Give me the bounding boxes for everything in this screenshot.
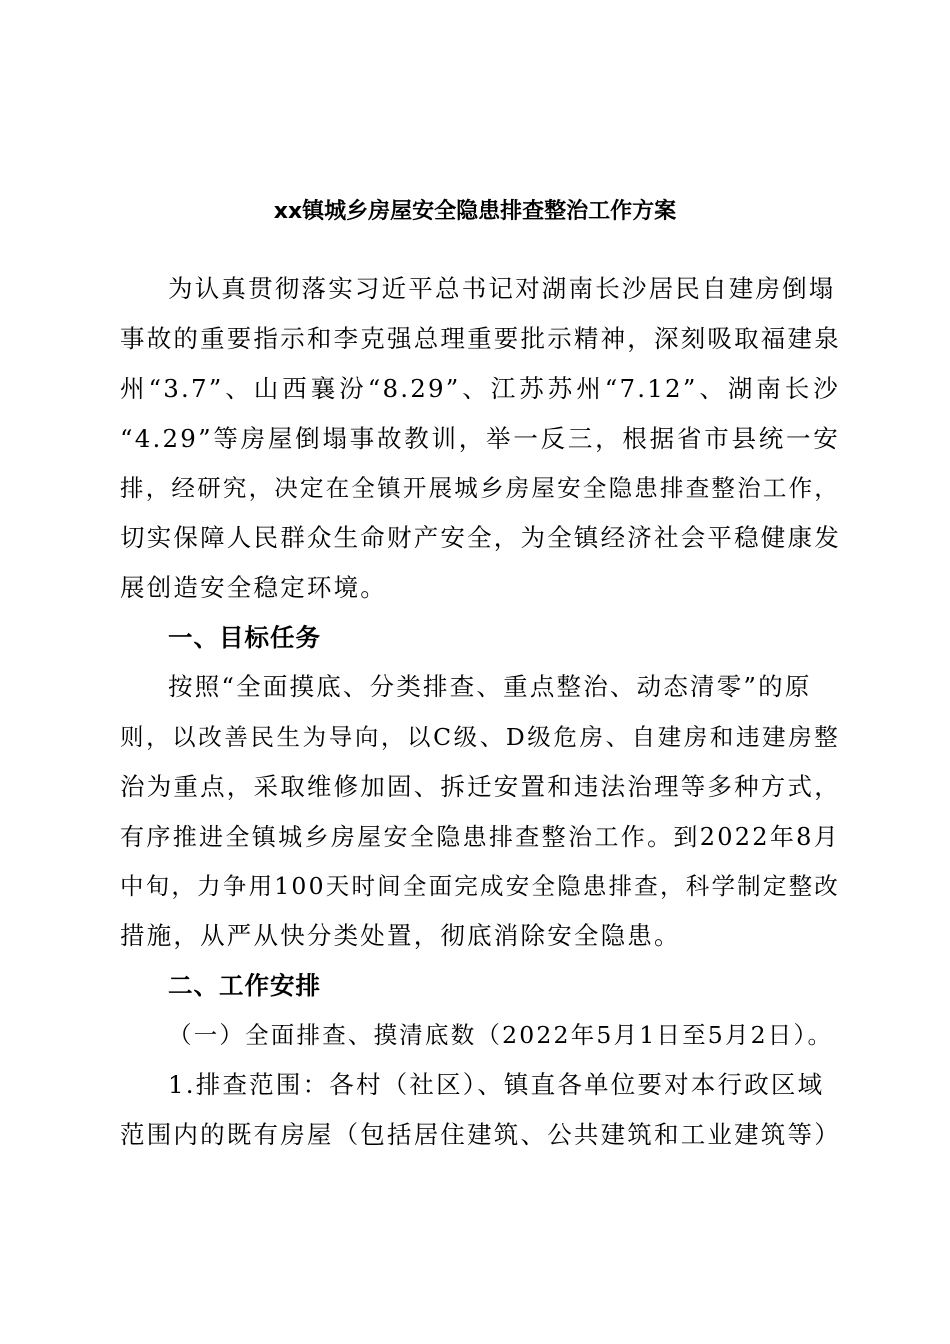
section1-line-5: 中旬，力争用100天时间全面完成安全隐患排查，科学制定整改 [120, 872, 840, 900]
intro-line-6: 切实保障人民群众生命财产安全，为全镇经济社会平稳健康发 [120, 523, 841, 552]
section1-line-2: 则，以改善民生为导向，以C级、D级危房、自建房和违建房整 [120, 723, 840, 751]
section1-line-3: 治为重点，采取维修加固、拆迁安置和违法治理等多种方式， [120, 772, 841, 801]
intro-line-4: “4.29”等房屋倒塌事故教训，举一反三，根据省市县统一安 [120, 424, 840, 453]
intro-line-7: 展创造安全稳定环境。 [120, 573, 387, 602]
section1-line-6: 措施，从严从快分类处置，彻底消除安全隐患。 [120, 921, 681, 950]
intro-line-5: 排，经研究，决定在全镇开展城乡房屋安全隐患排查整治工作， [120, 474, 840, 502]
intro-line-1: 为认真贯彻落实习近平总书记对湖南长沙居民自建房倒塌 [168, 274, 836, 303]
section1-line-4: 有序推进全镇城乡房屋安全隐患排查整治工作。到2022年8月 [120, 823, 840, 851]
item1-line-2: 范围内的既有房屋（包括居住建筑、公共建筑和工业建筑等） [120, 1120, 841, 1149]
section1-line-1: 按照“全面摸底、分类排查、重点整治、动态清零”的原 [168, 672, 812, 701]
section2-heading: 二、工作安排 [168, 971, 321, 1000]
subsection1-heading: （一）全面排查、摸清底数（2022年5月1日至5月2日）。 [168, 1021, 834, 1049]
intro-line-2: 事故的重要指示和李克强总理重要批示精神，深刻吸取福建泉 [120, 324, 841, 353]
intro-line-3: 州“3.7”、山西襄汾“8.29”、江苏苏州“7.12”、湖南长沙 [120, 374, 840, 403]
item1-line-1: 1.排查范围：各村（社区）、镇直各单位要对本行政区域 [168, 1070, 825, 1099]
section1-heading: 一、目标任务 [168, 623, 321, 652]
document-title: xx镇城乡房屋安全隐患排查整治工作方案 [273, 199, 677, 224]
